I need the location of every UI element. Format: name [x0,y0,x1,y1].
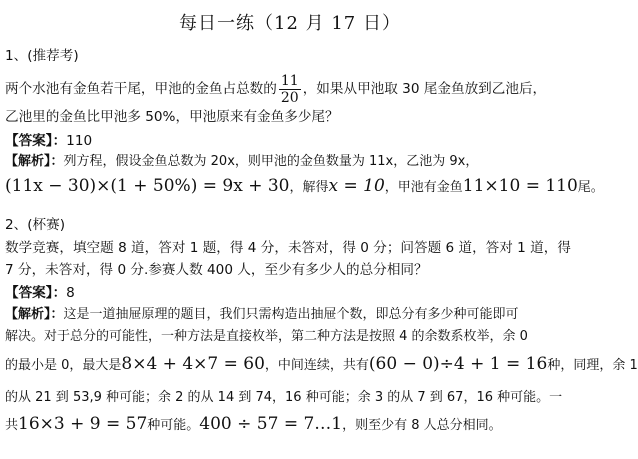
q2-line3-a: 的最小是 0，最大是 [5,358,122,373]
q1-stem-b: ，如果从甲池取 30 尾金鱼放到乙池后， [302,81,547,97]
q2-line5-a: 共 [5,418,19,433]
q2-line3-c: 种，同理，余 1 [547,358,638,373]
q1-analysis-text: 列方程，假设金鱼总数为 20x，则甲池的金鱼数量为 11x，乙池为 9x， [63,154,479,169]
q1-analysis-line1 [5,153,478,171]
q2-line3-b: ，中间连续，共有 [264,358,369,373]
q1-equation: (11x − 30)×(1 + 50%) = 9x + 30 [5,176,290,196]
q1-stem-line2: 乙池里的金鱼比甲池多 50%，甲池原来有金鱼多少尾？ [5,109,339,125]
q2-analysis-line1 [5,306,519,324]
q2-line5-eq: 16×3 + 9 = 57 [18,414,148,434]
q1-analysis-label: 【解析】： [5,154,64,169]
q2-analysis-line5 [5,413,502,437]
q2-stem-line2: 7 分，未答对，得 0 分.参赛人数 400 人，至少有多少人的总分相同？ [5,262,428,278]
q2-analysis-line3 [5,352,638,378]
q1-fraction-numerator: 11 [280,72,299,89]
q1-stem-a: 两个水池有金鱼若干尾，甲池的金鱼占总数的 [5,81,277,97]
q2-answer-value: 8 [66,285,75,301]
q1-answer [5,132,92,150]
q2-line5-eq2: 400 ÷ 57 = 7…1 [199,414,343,434]
q2-line3-eq2: (60 − 0)÷4 + 1 = 16 [368,354,548,374]
q2-analysis-line4: 的从 21 到 53,9 种可能；余 2 的从 14 到 74，16 种可能；余 3 的从 7 到 67，16 种可能。一 [5,390,563,405]
q2-analysis-label: 【解析】： [5,307,64,322]
q1-calc: 11×10 = 110 [462,176,578,196]
q2-line3-eq: 8×4 + 4×7 = 60 [121,354,265,374]
q1-fraction-denominator: 20 [280,89,299,106]
q1-eq-end-a: ，甲池有金鱼 [384,180,463,195]
q1-eq-mid: ，解得 [289,180,329,195]
page-title: 每日一练（12 月 17 日） [179,13,401,34]
q1-header: 1、(推荐考) [5,48,79,64]
q2-stem-line1: 数学竞赛，填空题 8 道，答对 1 题，得 4 分，未答对，得 0 分；问答题 6 道，答对 1 道，得 [5,240,571,256]
q1-stem-line1 [5,72,546,106]
q1-equation-line [5,175,604,199]
q1-fraction [279,73,301,106]
q1-eq-end-b: 尾。 [577,180,604,195]
q2-line5-c: ，则至少有 8 人总分相同。 [342,418,502,433]
q2-header: 2、(杯赛) [5,217,66,233]
q1-answer-label: 【答案】： [5,133,67,149]
q1-solution: x = 10 [328,176,385,196]
q1-answer-value: 110 [66,133,93,149]
q2-answer-label: 【答案】： [5,285,67,301]
q2-analysis-line2: 解决。对于总分的可能性，一种方法是直接枚举，第二种方法是按照 4 的余数系枚举，余 0 [5,329,528,344]
q2-analysis-text: 这是一道抽屉原理的题目，我们只需构造出抽屉个数，即总分有多少种可能即可 [63,307,519,322]
q2-answer [5,284,75,302]
q2-line5-b: 种可能。 [147,418,200,433]
